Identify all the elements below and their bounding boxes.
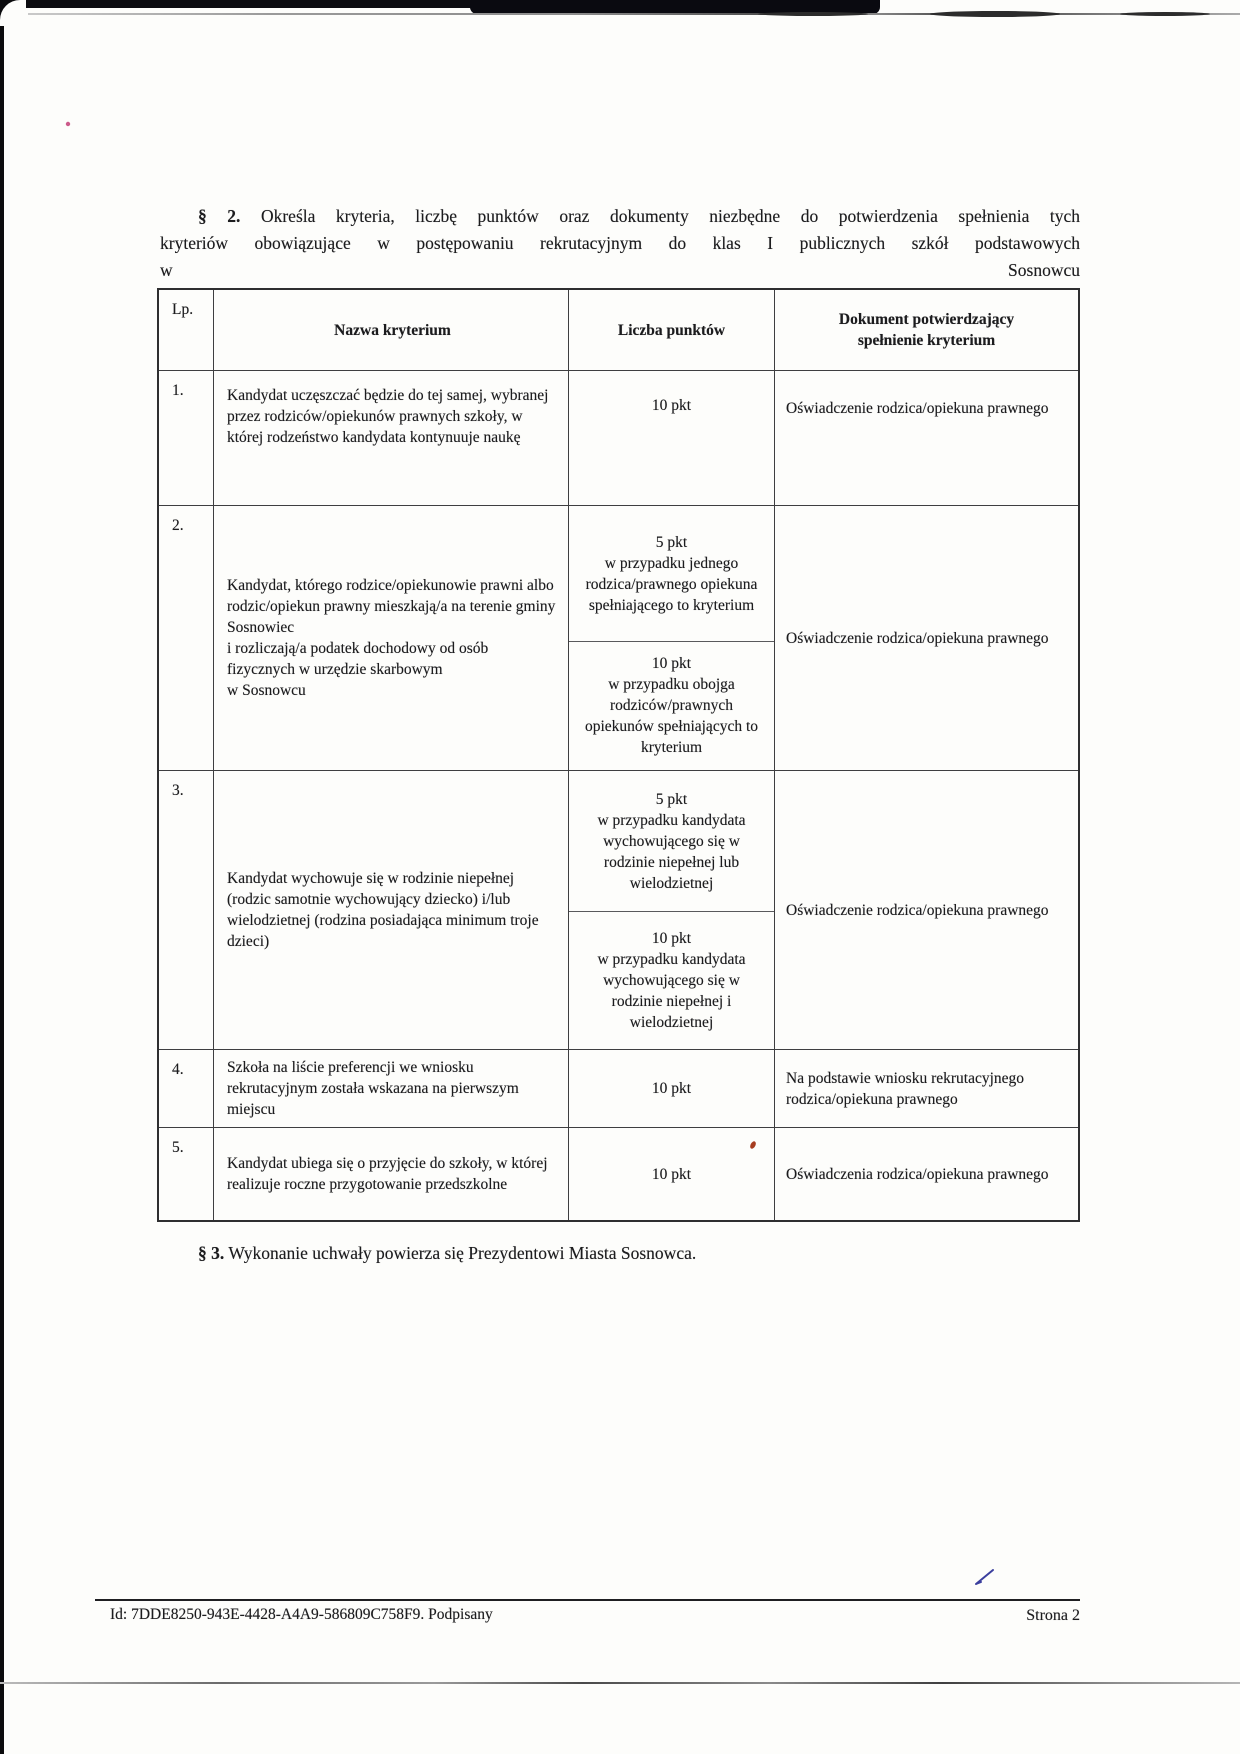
row-number: 1. [172,382,184,399]
row-number: 5. [172,1139,184,1156]
document-cell [774,371,1078,505]
section3-text: Wykonanie uchwały powierza się Prezydentowi Miasta Sosnowca. [228,1243,697,1263]
criterion-cell [213,1050,568,1127]
header-cell-document: Dokument potwierdzający spełnienie kryterium [774,290,1078,370]
document-text: Na podstawie wniosku rekrutacyjnego rodzica/opiekuna prawnego [786,1069,1025,1108]
points-value: 10 pkt [651,655,692,672]
points-value: 10 pkt [651,929,692,947]
header-cell-criterion: Nazwa kryterium [213,290,568,370]
document-text: Oświadczenie rodzica/opiekuna prawnego [786,901,1049,919]
section2-label: § 2. [198,206,241,226]
criterion-text: w Sosnowcu [227,682,306,699]
document-cell [774,1128,1078,1220]
red-ink-speck [748,1139,758,1151]
scan-corner-top-left [0,0,26,26]
section3-label: § 3. [198,1243,225,1263]
criteria-table [157,288,1080,1222]
points-cell [568,506,774,770]
criterion-text: Szkoła na liście preferencji we wniosku rekrutacyjnym została wskazana na pierwszym miejscu [227,1059,519,1118]
criterion-cell [213,506,568,770]
points-value: 10 pkt [651,1080,692,1097]
points-note: w przypadku kandydata wychowującego się w rodzinie niepełnej i wielodzietnej [597,950,746,1031]
document-cell [774,1050,1078,1127]
criterion-cell [213,371,568,505]
intro-line-1-text: Określa kryteria, liczbę punktów oraz dokumenty niezbędne do potwierdzenia spełnienia tych [260,206,1081,226]
table-row [159,770,1078,1049]
row-number: 4. [172,1061,184,1078]
table-row [159,505,1078,770]
scan-smudge [1120,12,1210,16]
scan-line-bottom [0,1682,1240,1684]
criterion-text: Kandydat wychowuje się w rodzinie niepełnej (rodzic samotnie wychowujący dziecko) i/lub wielodzietnej (rodzina posiadająca minimum troje dzieci) [227,870,539,950]
document-cell [774,506,1078,770]
points-value: 5 pkt [655,533,688,551]
points-cell [568,1128,774,1220]
row-number: 2. [172,517,184,534]
pink-speck [64,120,72,128]
points-note: w przypadku kandydata wychowującego się w rodzinie niepełnej lub wielodzietnej [597,811,746,892]
intro-line-3-left: w [160,260,173,280]
criterion-cell [213,1128,568,1220]
points-subcell [569,506,774,641]
section3-paragraph [198,1243,696,1264]
table-row [159,1049,1078,1127]
intro-line-1 [160,203,1080,230]
document-cell [774,771,1078,1049]
document-text: Oświadczenie rodzica/opiekuna prawnego [786,629,1049,647]
table-row [159,1127,1078,1220]
intro-line-2: kryteriów obowiązujące w postępowaniu rekrutacyjnym do klas I publicznych szkół podstawowych [160,233,1080,253]
points-value: 10 pkt [651,1165,692,1183]
points-value: 10 pkt [651,397,692,414]
header-cell-lp: Lp. [172,301,194,318]
points-note: w przypadku jednego rodzica/prawnego opiekuna spełniającego to kryterium [585,554,758,614]
table-header-row [159,290,1078,370]
document-text: Oświadczenie rodzica/opiekuna prawnego [786,400,1049,417]
intro-line-3-right: Sosnowcu [1008,260,1080,280]
row-number: 3. [172,782,184,799]
points-cell [568,771,774,1049]
criterion-text: i rozliczają/a podatek dochodowy od osób fizycznych w urzędzie skarbowym [227,640,489,678]
points-value: 5 pkt [655,790,688,808]
criterion-text: Kandydat uczęszczać będzie do tej samej, wybranej przez rodziców/opiekunów prawnych szkoły, w której rodzeństwo kandydata kontynuuje naukę [227,387,549,446]
points-subcell [569,771,774,911]
footer-rule [95,1599,1080,1601]
footer-document-id: Id: 7DDE8250-943E-4428-A4A9-586809C758F9. Podpisany [110,1606,493,1623]
header-cell-points: Liczba punktów [568,290,774,370]
scan-smudge [758,12,868,16]
intro-line-3 [160,257,1080,284]
criterion-cell [213,771,568,1049]
points-cell [568,371,774,505]
points-subcell [569,641,774,769]
pen-mark [973,1566,997,1588]
document-text: Oświadczenia rodzica/opiekuna prawnego [786,1165,1049,1183]
scan-smudge [930,11,1060,17]
intro-paragraph [160,203,1080,284]
criterion-text: Kandydat, którego rodzice/opiekunowie prawni albo rodzic/opiekun prawny mieszkają/a na terenie gminy Sosnowiec [227,577,556,636]
page-number: Strona 2 [1026,1607,1080,1624]
points-cell [568,1050,774,1127]
scan-edge-left [0,0,4,1754]
points-note: w przypadku obojga rodziców/prawnych opiekunów spełniających to kryterium [584,676,759,756]
criterion-text: Kandydat ubiega się o przyjęcie do szkoły, w której realizuje roczne przygotowanie przedszkolne [227,1155,548,1193]
table-row [159,370,1078,505]
points-subcell [569,911,774,1048]
